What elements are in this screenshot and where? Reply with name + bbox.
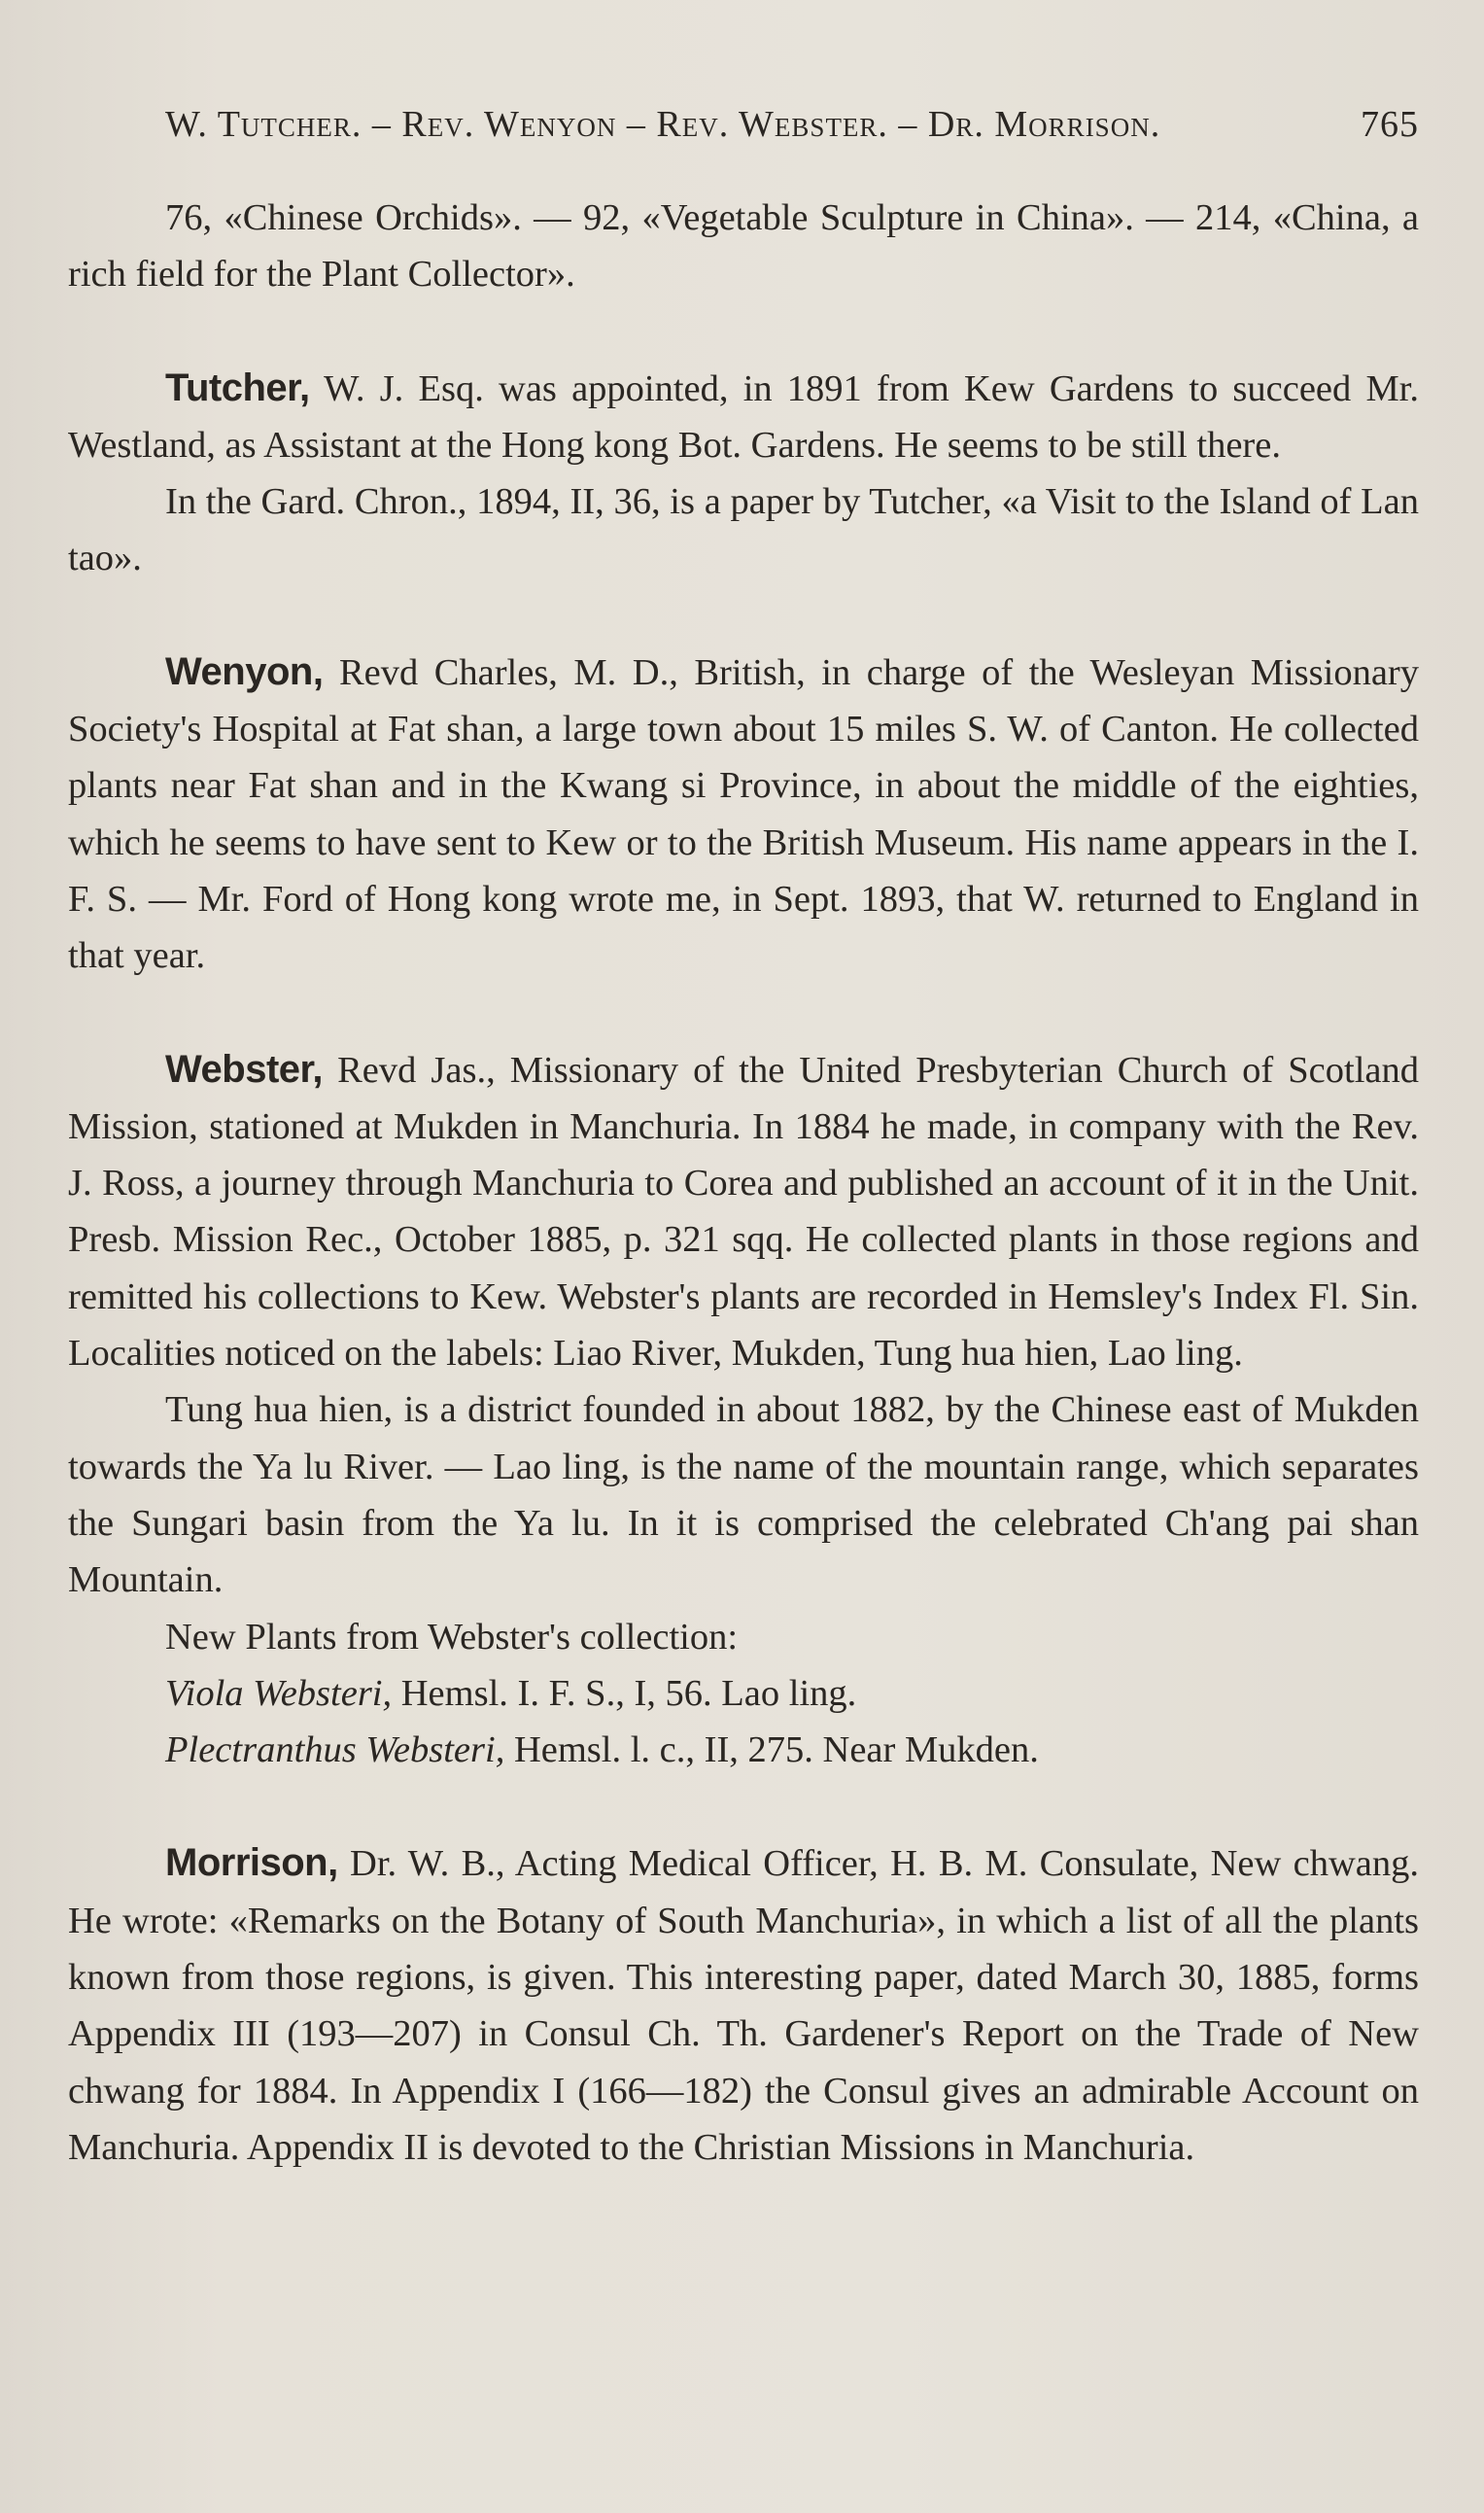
tutcher-paragraph-2: In the Gard. Chron., 1894, II, 36, is a paper by Tutcher, «a Visit to the Island of Lan tao». xyxy=(68,481,1419,579)
plant-entry-viola xyxy=(68,1665,1419,1722)
plant-ref-plectranthus: Hemsl. l. c., II, 275. Near Mukden. xyxy=(504,1729,1039,1771)
plant-ref-viola: Hemsl. I. F. S., I, 56. Lao ling. xyxy=(392,1672,857,1714)
plant-name-plectranthus: Plectranthus Websteri, xyxy=(165,1729,505,1771)
entry-name-webster: Webster, xyxy=(165,1047,323,1091)
entry-text-wenyon: Revd Charles, M. D., British, in charge of the Wesleyan Missionary Society's Hospital at Fat shan, a large town about 15 miles S. W. of Canton. He collected plants near Fat shan and in the Kwang si Province, in about the middle of the eighties, which he seems to have sent to Kew or to the British Museum. His name appears in the I. F. S. — Mr. Ford of Hong kong wrote me, in Sept. 1893, that W. returned to England in that year. xyxy=(68,651,1419,977)
entry-name-morrison: Morrison, xyxy=(165,1841,338,1885)
running-head xyxy=(165,97,1419,152)
plant-name-viola: Viola Websteri, xyxy=(165,1672,393,1714)
entry-text-morrison: Dr. W. B., Acting Medical Officer, H. B. M. Consulate, New chwang. He wrote: «Remarks on the Botany of South Manchuria», in which a list of all the plants known from those regions, is given. This interesting paper, dated March 30, 1885, forms Appendix III (193—207) in Consul Ch. Th. Gardener's Report on the Trade of New chwang for 1884. In Appendix I (166—182) the Consul gives an admirable Account on Manchuria. Appendix II is devoted to the Christian Missions in Manchuria. xyxy=(68,1843,1419,2168)
entry-morrison xyxy=(68,1834,1419,2176)
entry-name-wenyon: Wenyon, xyxy=(165,649,324,693)
entry-text-webster: Revd Jas., Missionary of the United Presbyterian Church of Scotland Mission, stationed at Mukden in Manchuria. In 1884 he made, in company with the Rev. J. Ross, a journey through Manchuria to Corea and published an account of it in the Unit. Presb. Mission Rec., October 1885, p. 321 sqq. He collected plants in those regions and remitted his collections to Kew. Webster's plants are recorded in Hemsley's Index Fl. Sin. Localities noticed on the labels: Liao River, Mukden, Tung hua hien, Lao ling. xyxy=(68,1049,1419,1375)
running-head-title: W. Tutcher. – Rev. Wenyon – Rev. Webster. – Dr. Morrison. xyxy=(165,104,1161,145)
page-number: 765 xyxy=(1361,104,1419,145)
plant-entry-plectranthus xyxy=(68,1722,1419,1778)
entry-tutcher xyxy=(68,360,1419,474)
new-plants-intro: New Plants from Webster's collection: xyxy=(165,1616,739,1658)
entry-webster xyxy=(68,1041,1419,1382)
page-body xyxy=(68,190,1419,2176)
webster-paragraph-2: Tung hua hien, is a district founded in about 1882, by the Chinese east of Mukden towards the Ya lu River. — Lao ling, is the name of the mountain range, which separates the Sungari basin from the Ya lu. In it is comprised the celebrated Ch'ang pai shan Mountain. xyxy=(68,1389,1419,1601)
continuation-paragraph: 76, «Chinese Orchids». — 92, «Vegetable Sculpture in China». — 214, «China, a rich field for the Plant Collector». xyxy=(68,197,1419,296)
entry-name-tutcher: Tutcher, xyxy=(165,366,310,409)
entry-text-tutcher: W. J. Esq. was appointed, in 1891 from Kew Gardens to succeed Mr. Westland, as Assistant at the Hong kong Bot. Gardens. He seems to be still there. xyxy=(68,367,1419,466)
entry-wenyon xyxy=(68,644,1419,985)
